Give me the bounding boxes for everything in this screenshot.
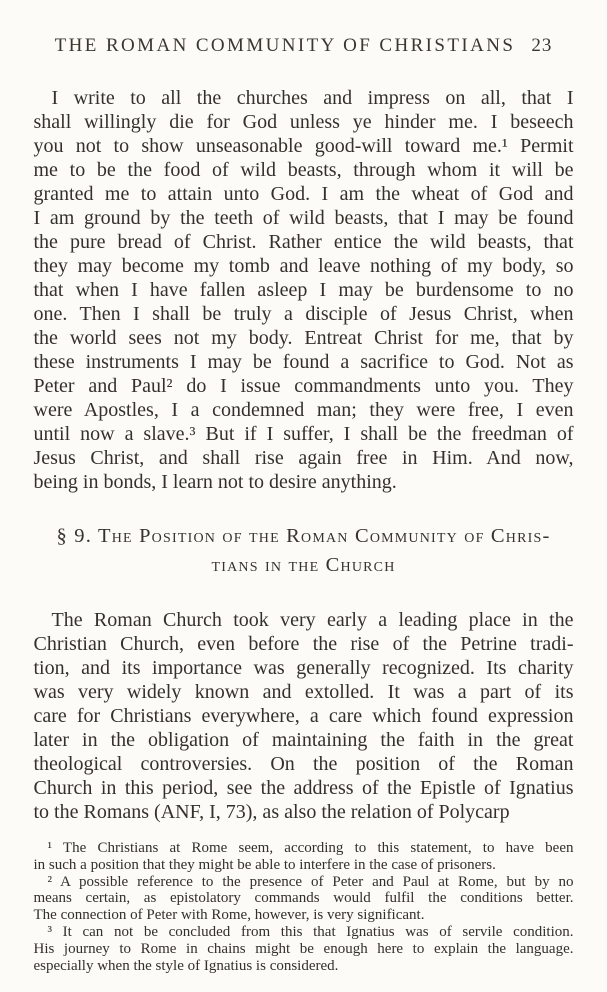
footnote-line: His journey to Rome in chains might be enough here to explain the language.	[33, 940, 574, 957]
text-line: Church in this period, see the address of the Epistle of Ignatius	[33, 777, 574, 799]
heading-line: tians in the Church	[211, 554, 396, 576]
text-line: you not to show unseasonable good-will toward me.¹ Permit	[33, 135, 574, 157]
text-line: I am ground by the teeth of wild beasts, that I may be found	[33, 207, 574, 229]
footnote-line: ¹ The Christians at Rome seem, according to this statement, to have been	[47, 840, 574, 856]
text-line: tion, and its importance was generally recognized. Its charity	[33, 657, 574, 679]
footnotes	[34, 840, 574, 974]
text-line: care for Christians everywhere, a care which found expression	[33, 705, 574, 727]
footnote-line: especially when the style of Ignatius is considered.	[33, 957, 339, 974]
text-line: granted me to attain unto God. I am the wheat of God and	[33, 183, 574, 205]
heading-line: § 9. The Position of the Roman Community of Chris-	[56, 525, 551, 547]
footnote-2	[34, 874, 574, 924]
text-line: they may become my tomb and leave nothing of my body, so	[33, 255, 574, 277]
text-line: one. Then I shall be truly a disciple of Jesus Christ, when	[33, 303, 574, 325]
page-title: THE ROMAN COMMUNITY OF CHRISTIANS	[54, 35, 516, 56]
footnote-1	[34, 840, 574, 874]
text-line: I write to all the churches and impress on all, that I	[51, 87, 574, 109]
footnote-line: means certain, as epistolatory commands would fulfil the conditions better.	[33, 890, 574, 907]
text-line: that when I have fallen asleep I may be burdensome to no	[33, 279, 574, 301]
footnote-3	[34, 924, 574, 974]
text-line: theological controversies. On the position of the Roman	[33, 753, 574, 775]
footnote-line: The connection of Peter with Rome, however, is very significant.	[33, 907, 425, 924]
text-line: Jesus Christ, and shall rise again free in Him. And now,	[33, 447, 574, 469]
ignatius-letter-paragraph	[34, 86, 574, 494]
main-text	[34, 86, 574, 824]
text-line: was very widely known and extolled. It was a part of its	[33, 681, 574, 703]
text-line: these instruments I may be found a sacrifice to God. Not as	[33, 351, 574, 373]
footnote-line: ³ It can not be concluded from this that Ignatius was of servile condition.	[47, 923, 574, 940]
footnote-line: in such a position that they might be able to interfere in the case of prisoners.	[33, 856, 496, 873]
text-line: later in the obligation of maintaining the faith in the great	[33, 729, 574, 751]
text-line: the world sees not my body. Entreat Christ for me, that by	[33, 327, 574, 349]
text-line: Christian Church, even before the rise of the Petrine tradi-	[33, 633, 574, 655]
text-line: until now a slave.³ But if I suffer, I shall be the freedman of	[33, 423, 574, 445]
section-9-heading	[34, 522, 574, 580]
text-line: shall willingly die for God unless ye hinder me. I beseech	[33, 111, 574, 133]
text-line: the pure bread of Christ. Rather entice the wild beasts, that	[33, 231, 574, 253]
roman-church-paragraph	[34, 608, 574, 824]
footnote-line: ² A possible reference to the presence of Peter and Paul at Rome, but by no	[47, 873, 574, 890]
text-line: The Roman Church took very early a leading place in the	[51, 609, 574, 631]
text-line: me to be the food of wild beasts, through whom it will be	[33, 159, 574, 181]
page-number: 23	[531, 35, 553, 56]
running-head	[34, 34, 574, 58]
text-line: being in bonds, I learn not to desire anything.	[33, 471, 397, 493]
text-block	[34, 34, 574, 974]
text-line: Peter and Paul² do I issue commandments unto you. They	[33, 375, 574, 397]
text-line: were Apostles, I a condemned man; they were free, I even	[33, 399, 574, 421]
text-line: to the Romans (ANF, I, 73), as also the relation of Polycarp	[33, 801, 510, 823]
